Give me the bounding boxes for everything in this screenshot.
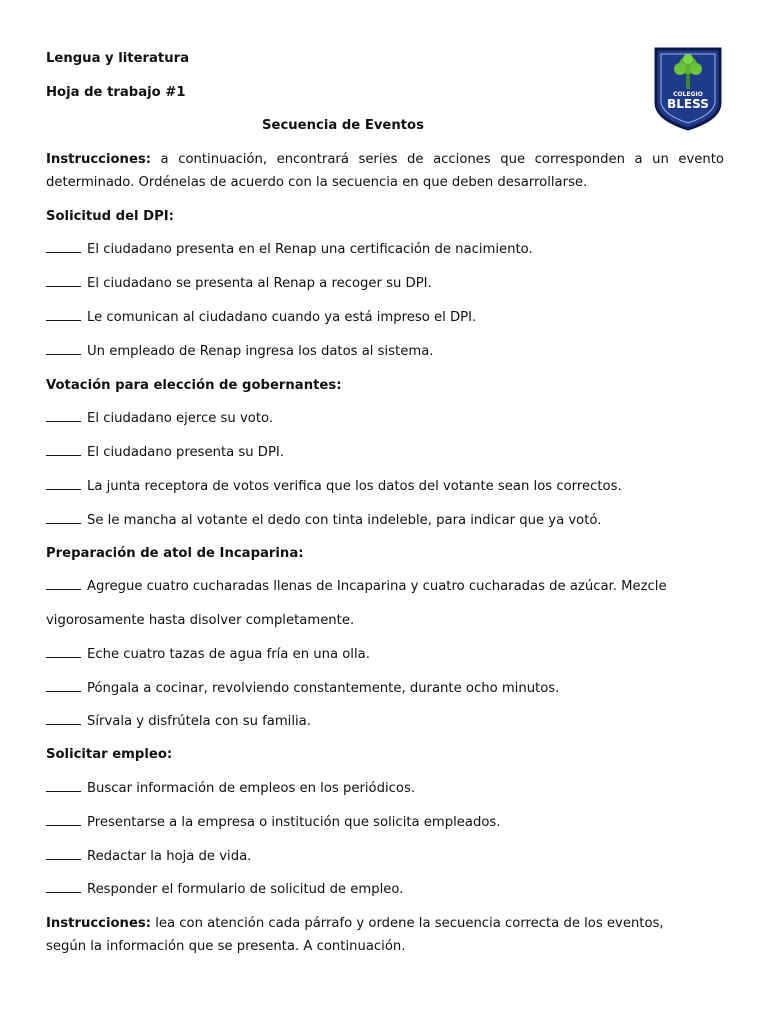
list-item: Agregue cuatro cucharadas llenas de Incaparina y cuatro cucharadas de azúcar. Mezcle (46, 578, 667, 596)
answer-blank[interactable] (46, 478, 81, 490)
list-item-continuation: vigorosamente hasta disolver completamente. (46, 613, 355, 628)
section-heading: Votación para elección de gobernantes: (46, 378, 342, 393)
answer-blank[interactable] (46, 814, 81, 826)
answer-blank[interactable] (46, 578, 81, 590)
list-item: El ciudadano presenta su DPI. (46, 444, 284, 462)
worksheet-number: Hoja de trabajo #1 (46, 85, 186, 100)
section-heading: Preparación de atol de Incaparina: (46, 546, 304, 561)
subject-heading: Lengua y literatura (46, 51, 190, 66)
list-item: El ciudadano presenta en el Renap una certificación de nacimiento. (46, 241, 533, 259)
list-item: Eche cuatro tazas de agua fría en una olla. (46, 646, 370, 664)
list-item: Buscar información de empleos en los periódicos. (46, 780, 415, 798)
answer-blank[interactable] (46, 713, 81, 725)
list-item: La junta receptora de votos verifica que los datos del votante sean los correctos. (46, 478, 622, 496)
list-item: El ciudadano ejerce su voto. (46, 410, 273, 428)
answer-blank[interactable] (46, 780, 81, 792)
instructions-paragraph (46, 148, 724, 194)
answer-blank[interactable] (46, 275, 81, 287)
answer-blank[interactable] (46, 680, 81, 692)
list-item: El ciudadano se presenta al Renap a recoger su DPI. (46, 275, 432, 293)
list-item: Un empleado de Renap ingresa los datos al sistema. (46, 343, 433, 361)
section-heading: Solicitud del DPI: (46, 209, 174, 224)
instructions-label: Instrucciones: (46, 152, 152, 167)
colegio-bless-logo (652, 45, 724, 131)
logo-top-text: COLEGIO (673, 91, 703, 98)
logo-name: BLESS (667, 97, 709, 111)
instructions-footer-line2: según la información que se presenta. A continuación. (46, 939, 406, 954)
answer-blank[interactable] (46, 444, 81, 456)
section-heading: Solicitar empleo: (46, 747, 173, 762)
answer-blank[interactable] (46, 881, 81, 893)
answer-blank[interactable] (46, 410, 81, 422)
list-item: Responder el formulario de solicitud de empleo. (46, 881, 403, 899)
list-item: Póngala a cocinar, revolviendo constantemente, durante ocho minutos. (46, 680, 559, 698)
answer-blank[interactable] (46, 309, 81, 321)
instructions-label: Instrucciones: (46, 916, 152, 931)
list-item: Presentarse a la empresa o institución que solicita empleados. (46, 814, 501, 832)
page-title: Secuencia de Eventos (262, 118, 424, 133)
answer-blank[interactable] (46, 512, 81, 524)
answer-blank[interactable] (46, 646, 81, 658)
list-item: Se le mancha al votante el dedo con tinta indeleble, para indicar que ya votó. (46, 512, 601, 530)
answer-blank[interactable] (46, 241, 81, 253)
instructions-text: a continuación, encontrará series de acciones que corresponden a un evento determinado. Ordénelas de acuerdo con la secuencia en que deben desarrollarse. (46, 152, 724, 190)
list-item: Sírvala y disfrútela con su familia. (46, 713, 311, 731)
list-item: Le comunican al ciudadano cuando ya está impreso el DPI. (46, 309, 476, 327)
list-item: Redactar la hoja de vida. (46, 848, 251, 866)
instructions-footer-line1: Instrucciones: lea con atención cada párrafo y ordene la secuencia correcta de los eventos, (46, 916, 664, 931)
answer-blank[interactable] (46, 848, 81, 860)
answer-blank[interactable] (46, 343, 81, 355)
